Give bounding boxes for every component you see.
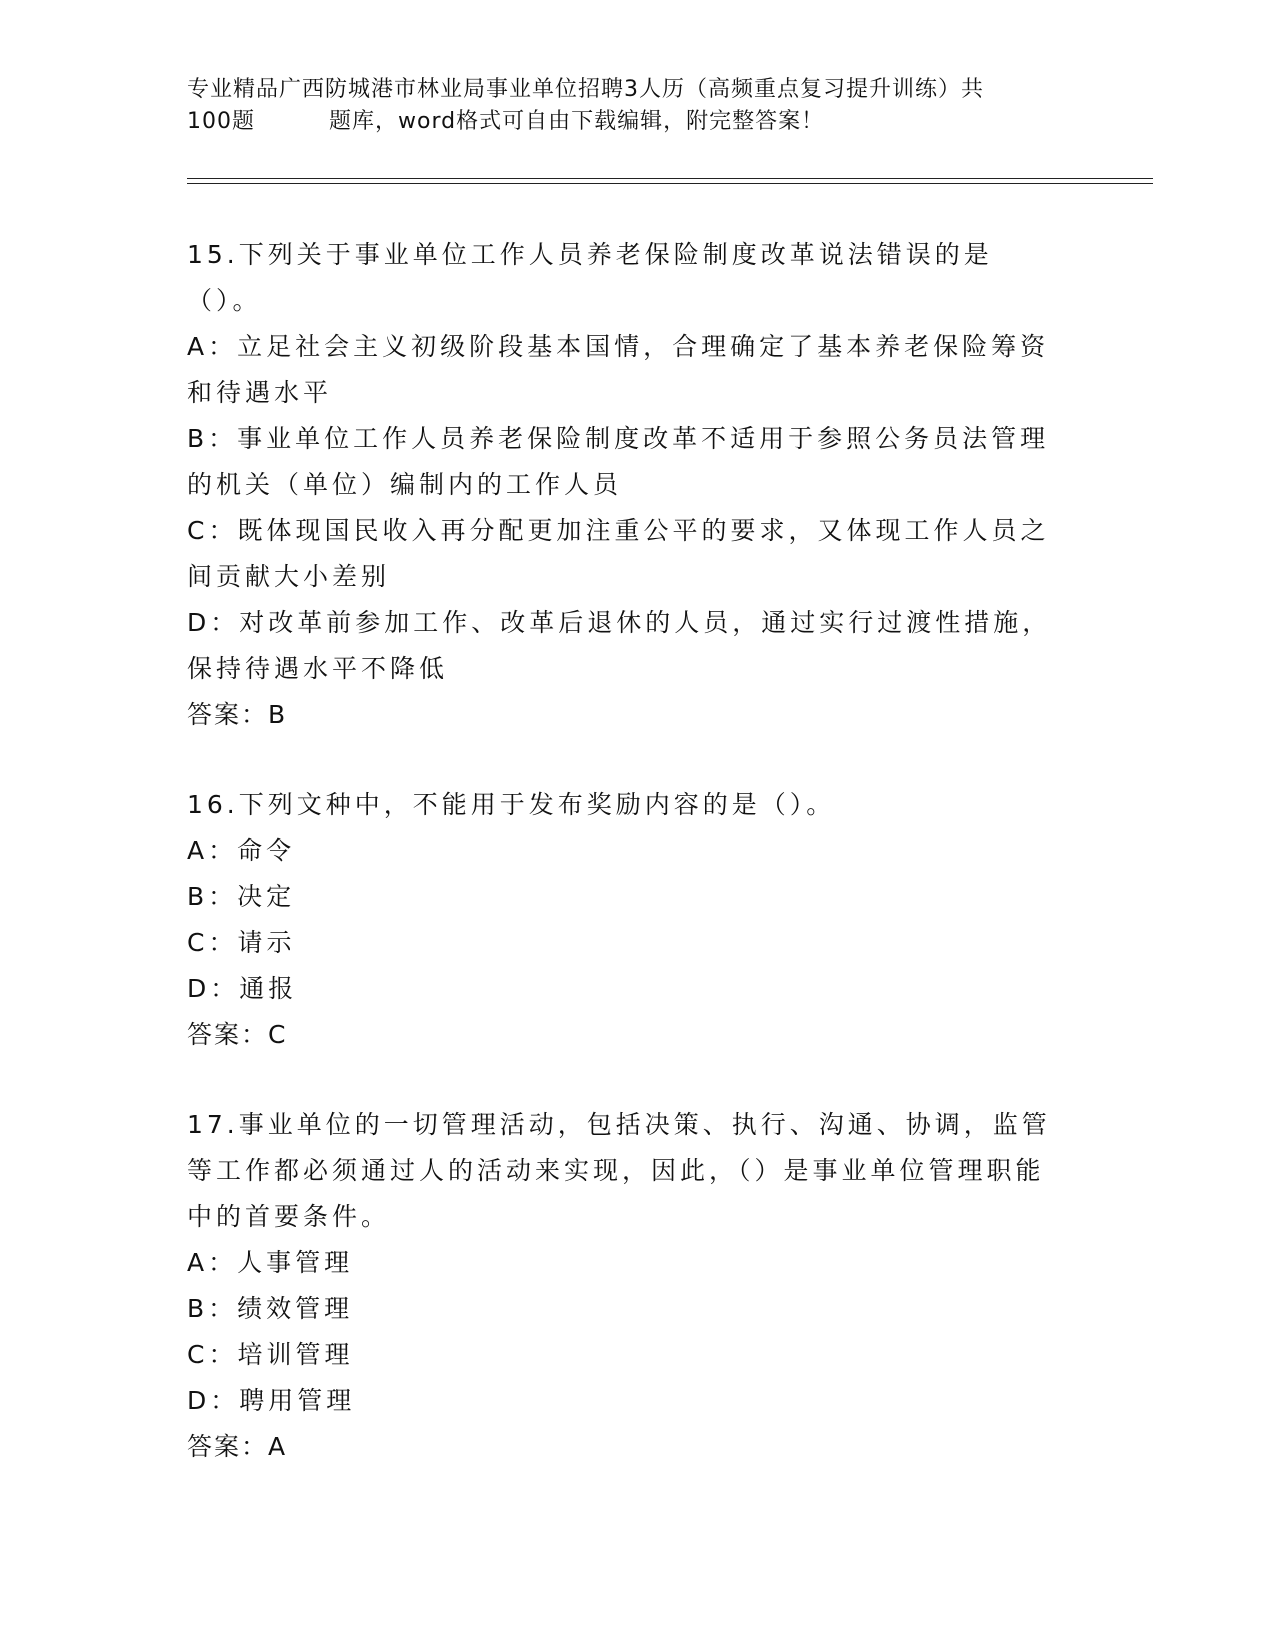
option-d: D：聘用管理 xyxy=(187,1386,356,1415)
question-text: 17.事业单位的一切管理活动，包括决策、执行、沟通、协调，监管等工作都必须通过人的活动来实现，因此，（）是事业单位管理职能中的首要条件。 xyxy=(187,1110,1051,1231)
option-c: C：培训管理 xyxy=(187,1340,354,1369)
option-d: D：通报 xyxy=(187,974,298,1003)
option-c: C：既体现国民收入再分配更加注重公平的要求，又体现工作人员之间贡献大小差别 xyxy=(187,516,1050,591)
answer: 答案：A xyxy=(187,1432,288,1461)
header-question-count: 100题 xyxy=(187,109,255,134)
option-c: C：请示 xyxy=(187,928,296,957)
question-list xyxy=(187,232,1067,1470)
header-description: 题库，word格式可自由下载编辑，附完整答案！ xyxy=(329,109,825,134)
option-d: D：对改革前参加工作、改革后退休的人员，通过实行过渡性措施，保持待遇水平不降低 xyxy=(187,608,1052,683)
question-17 xyxy=(187,1102,1067,1470)
document-header xyxy=(187,74,1067,138)
option-b: B：绩效管理 xyxy=(187,1294,354,1323)
answer: 答案：B xyxy=(187,700,288,729)
question-text: 15.下列关于事业单位工作人员养老保险制度改革说法错误的是（）。 xyxy=(187,240,993,315)
option-a: A：命令 xyxy=(187,836,296,865)
header-line-1: 专业精品广西防城港市林业局事业单位招聘3人历（高频重点复习提升训练）共 xyxy=(187,77,984,102)
answer: 答案：C xyxy=(187,1020,288,1049)
option-a: A：人事管理 xyxy=(187,1248,354,1277)
option-a: A：立足社会主义初级阶段基本国情，合理确定了基本养老保险筹资和待遇水平 xyxy=(187,332,1050,407)
question-16 xyxy=(187,782,1067,1058)
question-text: 16.下列文种中，不能用于发布奖励内容的是（）。 xyxy=(187,790,836,819)
header-line-2 xyxy=(187,106,1067,138)
header-divider-bottom xyxy=(187,183,1153,184)
option-b: B：事业单位工作人员养老保险制度改革不适用于参照公务员法管理的机关（单位）编制内的工作人员 xyxy=(187,424,1050,499)
header-divider-top xyxy=(187,178,1153,179)
question-15 xyxy=(187,232,1067,738)
option-b: B：决定 xyxy=(187,882,296,911)
